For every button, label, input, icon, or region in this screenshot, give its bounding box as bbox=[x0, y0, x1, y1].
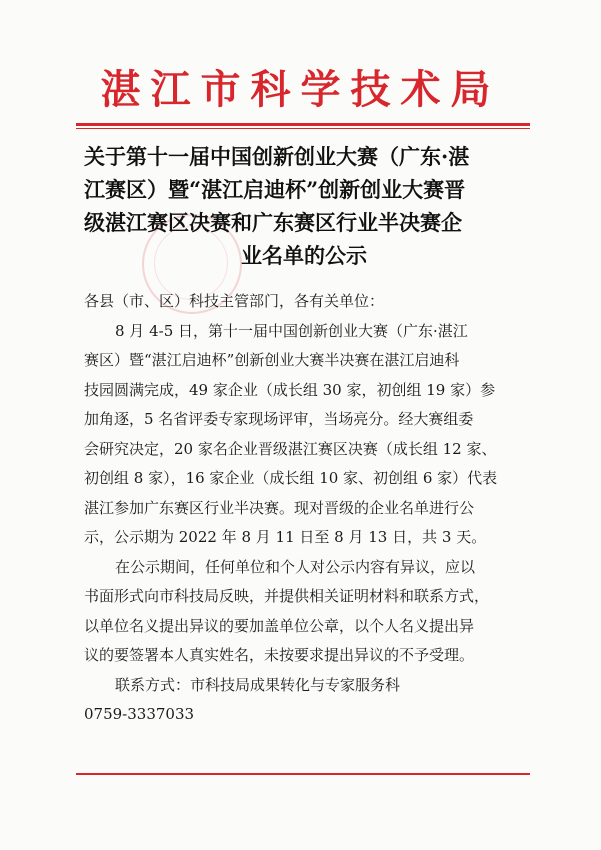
paragraph-2-line: 议的要签署本人真实姓名，未按要求提出异议的不予受理。 bbox=[84, 646, 475, 664]
paragraph-1-line: 赛区）暨“湛江启迪杯”创新创业大赛半决赛在湛江启迪科 bbox=[84, 351, 460, 369]
title-line: 级湛江赛区决赛和广东赛区行业半决赛企 bbox=[84, 210, 462, 235]
document-body bbox=[84, 287, 524, 730]
title-line: 业名单的公示 bbox=[241, 243, 367, 268]
paragraph-1-line: 示，公示期为 2022 年 8 月 11 日至 8 月 13 日，共 3 天。 bbox=[84, 528, 487, 546]
paragraph-1-line: 8 月 4-5 日，第十一届中国创新创业大赛（广东·湛江 bbox=[115, 321, 468, 340]
footer-red-rule bbox=[76, 773, 530, 775]
paragraph-1-line: 初创组 8 家），16 家企业（成长组 10 家、初创组 6 家）代表 bbox=[84, 469, 498, 487]
contact-label: 联系方式：市科技局成果转化与专家服务科 bbox=[115, 675, 401, 694]
issuing-organization-header: 湛江市科学技术局 bbox=[100, 66, 501, 113]
paragraph-1-line: 湛江参加广东赛区行业半决赛。现对晋级的企业名单进行公 bbox=[84, 498, 475, 517]
title-line: 关于第十一届中国创新创业大赛（广东·湛 bbox=[84, 144, 470, 169]
title-line: 江赛区）暨“湛江启迪杯”创新创业大赛晋 bbox=[84, 177, 466, 202]
header-red-rule-thin bbox=[76, 128, 530, 129]
contact-phone: 0759-3337033 bbox=[84, 705, 195, 723]
document-title bbox=[84, 140, 524, 272]
paragraph-1-line: 技园圆满完成，49 家企业（成长组 30 家，初创组 19 家）参 bbox=[84, 380, 496, 399]
paragraph-2-line: 在公示期间，任何单位和个人对公示内容有异议，应以 bbox=[115, 557, 476, 576]
paragraph-1-line: 加角逐，5 名省评委专家现场评审，当场亮分。经大赛组委 bbox=[84, 410, 474, 428]
paragraph-2-line: 书面形式向市科技局反映，并提供相关证明材料和联系方式， bbox=[84, 587, 490, 605]
paragraph-2-line: 以单位名义提出异议的要加盖单位公章，以个人名义提出异 bbox=[84, 616, 475, 635]
header-red-rule-thick bbox=[76, 123, 530, 126]
paragraph-1-line: 会研究决定，20 家名企业晋级湛江赛区决赛（成长组 12 家、 bbox=[84, 439, 497, 458]
salutation: 各县（市、区）科技主管部门，各有关单位： bbox=[84, 292, 385, 310]
